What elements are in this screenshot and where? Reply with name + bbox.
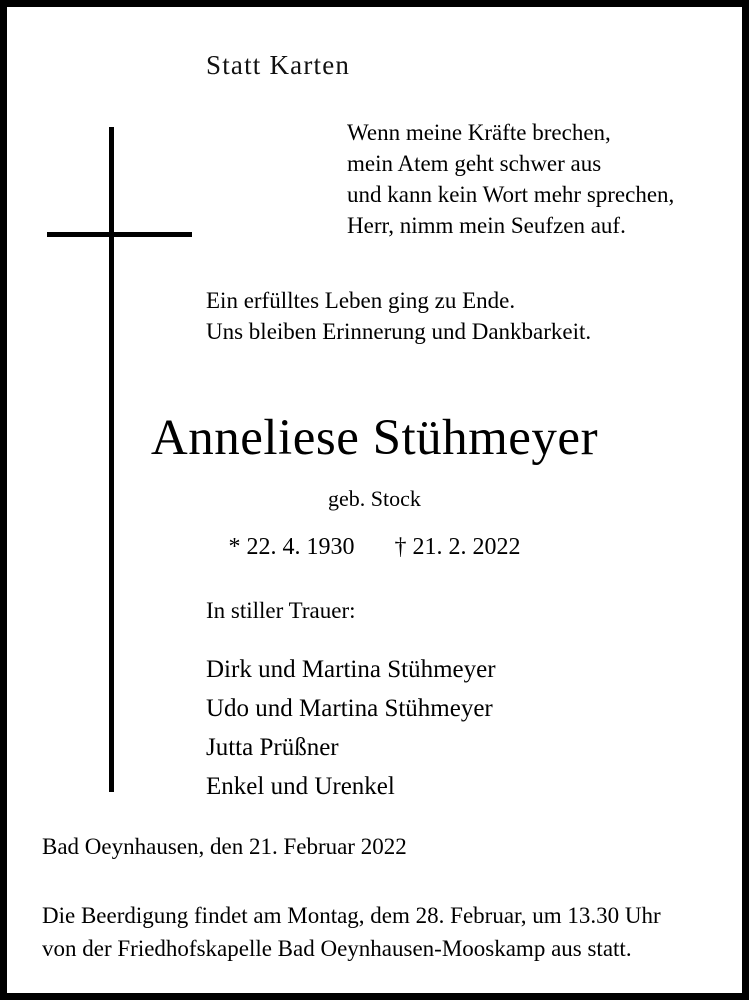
verse-block <box>347 117 674 241</box>
death-date: † 21. 2. 2022 <box>394 534 521 560</box>
list-item: Dirk und Martina Stühmeyer <box>206 656 496 683</box>
funeral-line: von der Friedhofskapelle Bad Oeynhausen-Mooskamp aus statt. <box>42 936 632 961</box>
intro-block <box>206 285 591 347</box>
verse-line: mein Atem geht schwer aus <box>347 151 602 176</box>
funeral-details <box>42 899 661 965</box>
mourners-list <box>206 650 496 806</box>
list-item: Enkel und Urenkel <box>206 773 395 800</box>
list-item: Jutta Prüßner <box>206 734 339 761</box>
funeral-line: Die Beerdigung findet am Montag, dem 28. Februar, um 13.30 Uhr <box>42 903 661 928</box>
place-and-date: Bad Oeynhausen, den 21. Februar 2022 <box>42 834 407 859</box>
deceased-name: Anneliese Stühmeyer <box>150 410 599 466</box>
maiden-name: geb. Stock <box>328 486 421 511</box>
verse-line: Wenn meine Kräfte brechen, <box>347 120 611 145</box>
header-note: Statt Karten <box>206 50 351 80</box>
list-item: Udo und Martina Stühmeyer <box>206 695 493 722</box>
cross-horizontal-bar <box>47 232 192 237</box>
verse-line: und kann kein Wort mehr sprechen, <box>347 182 675 207</box>
life-dates <box>7 534 742 561</box>
intro-line: Uns bleiben Erinnerung und Dankbarkeit. <box>206 319 592 344</box>
birth-date: * 22. 4. 1930 <box>228 534 355 560</box>
intro-line: Ein erfülltes Leben ging zu Ende. <box>206 288 516 313</box>
verse-line: Herr, nimm mein Seufzen auf. <box>347 213 626 238</box>
mourners-heading: In stiller Trauer: <box>206 598 356 623</box>
